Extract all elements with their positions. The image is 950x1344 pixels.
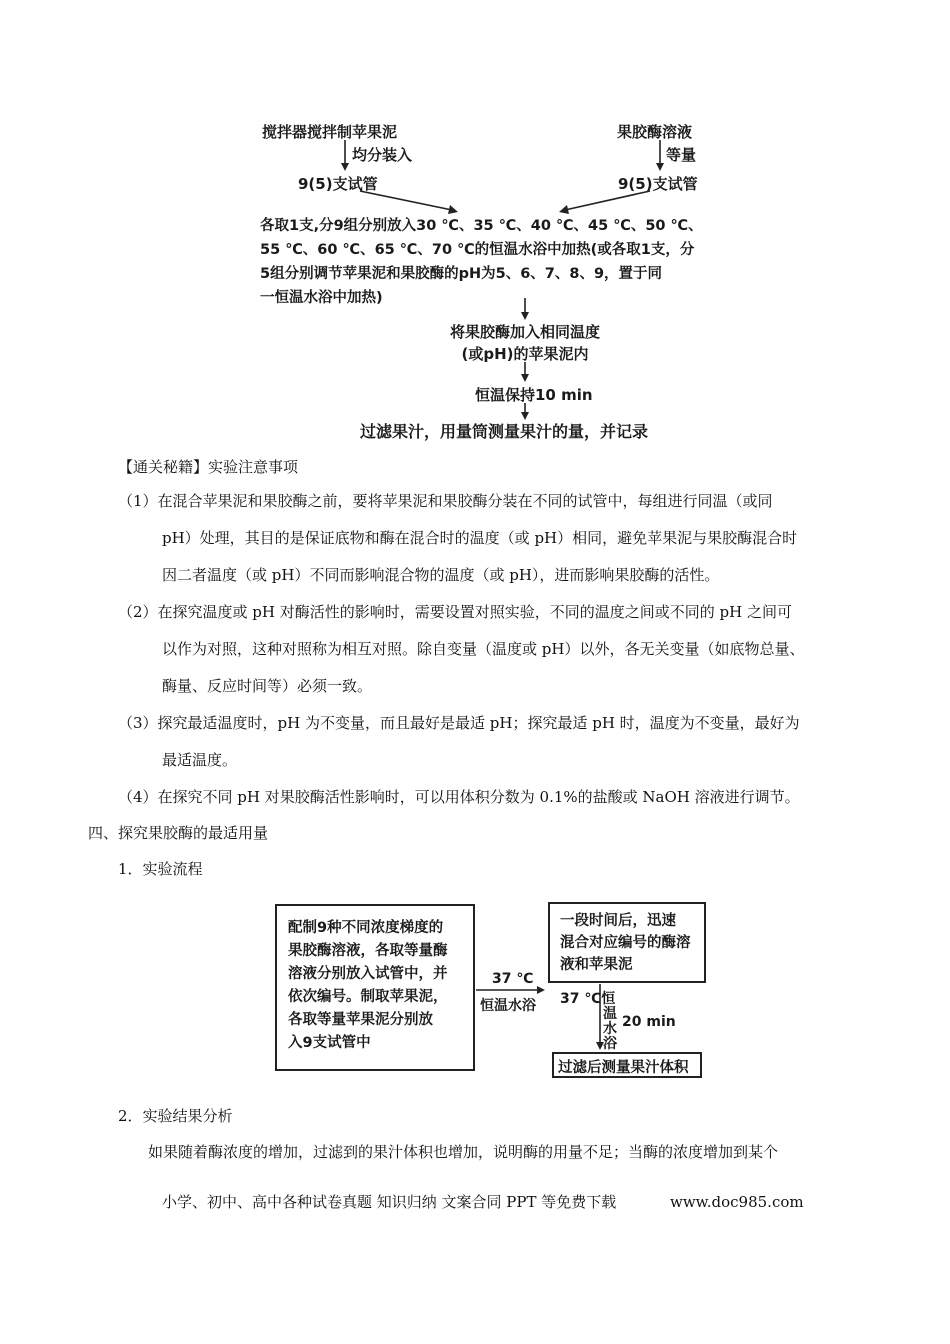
flow2-right-line: 液和苹果泥 bbox=[560, 957, 633, 973]
flow1-left-arrow-label: 均分装入 bbox=[352, 146, 413, 164]
flow1-step3: 恒温保持10 min bbox=[475, 386, 593, 404]
flow2-down-label-time: 20 min bbox=[622, 1014, 676, 1030]
footer-text: 小学、初中、高中各种试卷真题 知识归纳 文案合同 PPT 等免费下载 bbox=[162, 1193, 617, 1211]
flow1-middle-block bbox=[260, 214, 703, 310]
tips-item-2-line: 酶量、反应时间等）必须一致。 bbox=[162, 677, 373, 695]
analysis-line: 如果随着酶浓度的增加，过滤到的果汁体积也增加，说明酶的用量不足；当酶的浓度增加到某个 bbox=[148, 1143, 779, 1161]
flow2-left-line: 溶液分别放入试管中，并 bbox=[288, 966, 448, 982]
flow1-middle-line: 一恒温水浴中加热) bbox=[260, 290, 383, 306]
flow1-step2-line: (或pH)的苹果泥内 bbox=[461, 345, 589, 363]
flow2-left-line: 依次编号。制取苹果泥， bbox=[288, 989, 448, 1005]
flow2-right-line: 混合对应编号的酶溶 bbox=[560, 935, 691, 951]
flow2-down-char: 水 bbox=[603, 1021, 617, 1037]
tips-item-1 bbox=[118, 492, 797, 585]
tips-item-1-line: （1）在混合苹果泥和果胶酶之前，要将苹果泥和果胶酶分装在不同的试管中，每组进行同温（或同 bbox=[118, 492, 773, 510]
flow2-left-line: 入9支试管中 bbox=[288, 1035, 371, 1051]
flow2-arrow-top-label: 37 ℃ bbox=[492, 971, 534, 987]
flow2-arrow-bottom-label: 恒温水浴 bbox=[480, 998, 536, 1014]
flow1-right-arrow-label: 等量 bbox=[666, 146, 697, 164]
sub-heading-2: 2．实验结果分析 bbox=[118, 1107, 233, 1125]
flow2-left-line: 果胶酶溶液，各取等量酶 bbox=[288, 943, 448, 959]
flow1-left-top: 搅拌器搅拌制苹果泥 bbox=[262, 123, 398, 141]
flowchart-2-arrows bbox=[0, 880, 950, 1090]
flow2-down-char: 浴 bbox=[603, 1036, 617, 1052]
tips-item-4 bbox=[118, 788, 800, 807]
flow2-down-label-chars bbox=[603, 1007, 617, 1052]
flow2-down-label-top: 37 ℃恒 bbox=[560, 991, 616, 1007]
flow2-down-char: 温 bbox=[603, 1006, 617, 1022]
flow1-middle-line: 各取1支,分9组分别放入30 ℃、35 ℃、40 ℃、45 ℃、50 ℃、 bbox=[260, 218, 703, 234]
tips-title: 【通关秘籍】实验注意事项 bbox=[118, 458, 299, 476]
flow1-right-top: 果胶酶溶液 bbox=[617, 123, 693, 141]
flow1-step2-line: 将果胶酶加入相同温度 bbox=[449, 323, 600, 341]
footer-url[interactable]: www.doc985.com bbox=[670, 1193, 804, 1211]
tips-item-4-line: （4）在探究不同 pH 对果胶酶活性影响时，可以用体积分数为 0.1%的盐酸或 NaOH 溶液进行调节。 bbox=[118, 788, 800, 806]
flow1-right-tubes: 9(5)支试管 bbox=[618, 175, 698, 193]
flow2-left-line: 配制9种不同浓度梯度的 bbox=[288, 920, 444, 936]
tips-item-2-line: （2）在探究温度或 pH 对酶活性的影响时，需要设置对照实验，不同的温度之间或不同的 pH 之间可 bbox=[118, 603, 792, 621]
flow1-middle-line: 5组分别调节苹果泥和果胶酶的pH为5、6、7、8、9，置于同 bbox=[260, 266, 663, 282]
tips-item-2-line: 以作为对照，这种对照称为相互对照。除自变量（温度或 pH）以外，各无关变量（如底物总量、 bbox=[162, 640, 805, 658]
flow1-left-tubes: 9(5)支试管 bbox=[298, 175, 378, 193]
tips-item-3-line: （3）探究最适温度时，pH 为不变量，而且最好是最适 pH；探究最适 pH 时，温度为不变量，最好为 bbox=[118, 714, 800, 732]
tips-item-1-line: 因二者温度（或 pH）不同而影响混合物的温度（或 pH），进而影响果胶酶的活性。 bbox=[162, 566, 720, 584]
tips-item-2 bbox=[118, 603, 804, 696]
flow2-bottom-text: 过滤后测量果汁体积 bbox=[558, 1060, 689, 1076]
section-heading: 四、探究果胶酶的最适用量 bbox=[88, 824, 269, 842]
flow2-right-line: 一段时间后，迅速 bbox=[560, 913, 676, 929]
sub-heading-1: 1．实验流程 bbox=[118, 860, 203, 878]
flow1-step4: 过滤果汁，用量筒测量果汁的量，并记录 bbox=[360, 422, 649, 441]
flow1-middle-line: 55 ℃、60 ℃、65 ℃、70 ℃的恒温水浴中加热(或各取1支，分 bbox=[260, 242, 695, 258]
flow1-step2 bbox=[430, 321, 620, 365]
tips-item-1-line: pH）处理，其目的是保证底物和酶在混合时的温度（或 pH）相同，避免苹果泥与果胶酶混合时 bbox=[162, 529, 798, 547]
tips-item-3-line: 最适温度。 bbox=[162, 751, 238, 769]
flow2-left-line: 各取等量苹果泥分别放 bbox=[288, 1012, 433, 1028]
tips-item-3 bbox=[118, 714, 800, 770]
